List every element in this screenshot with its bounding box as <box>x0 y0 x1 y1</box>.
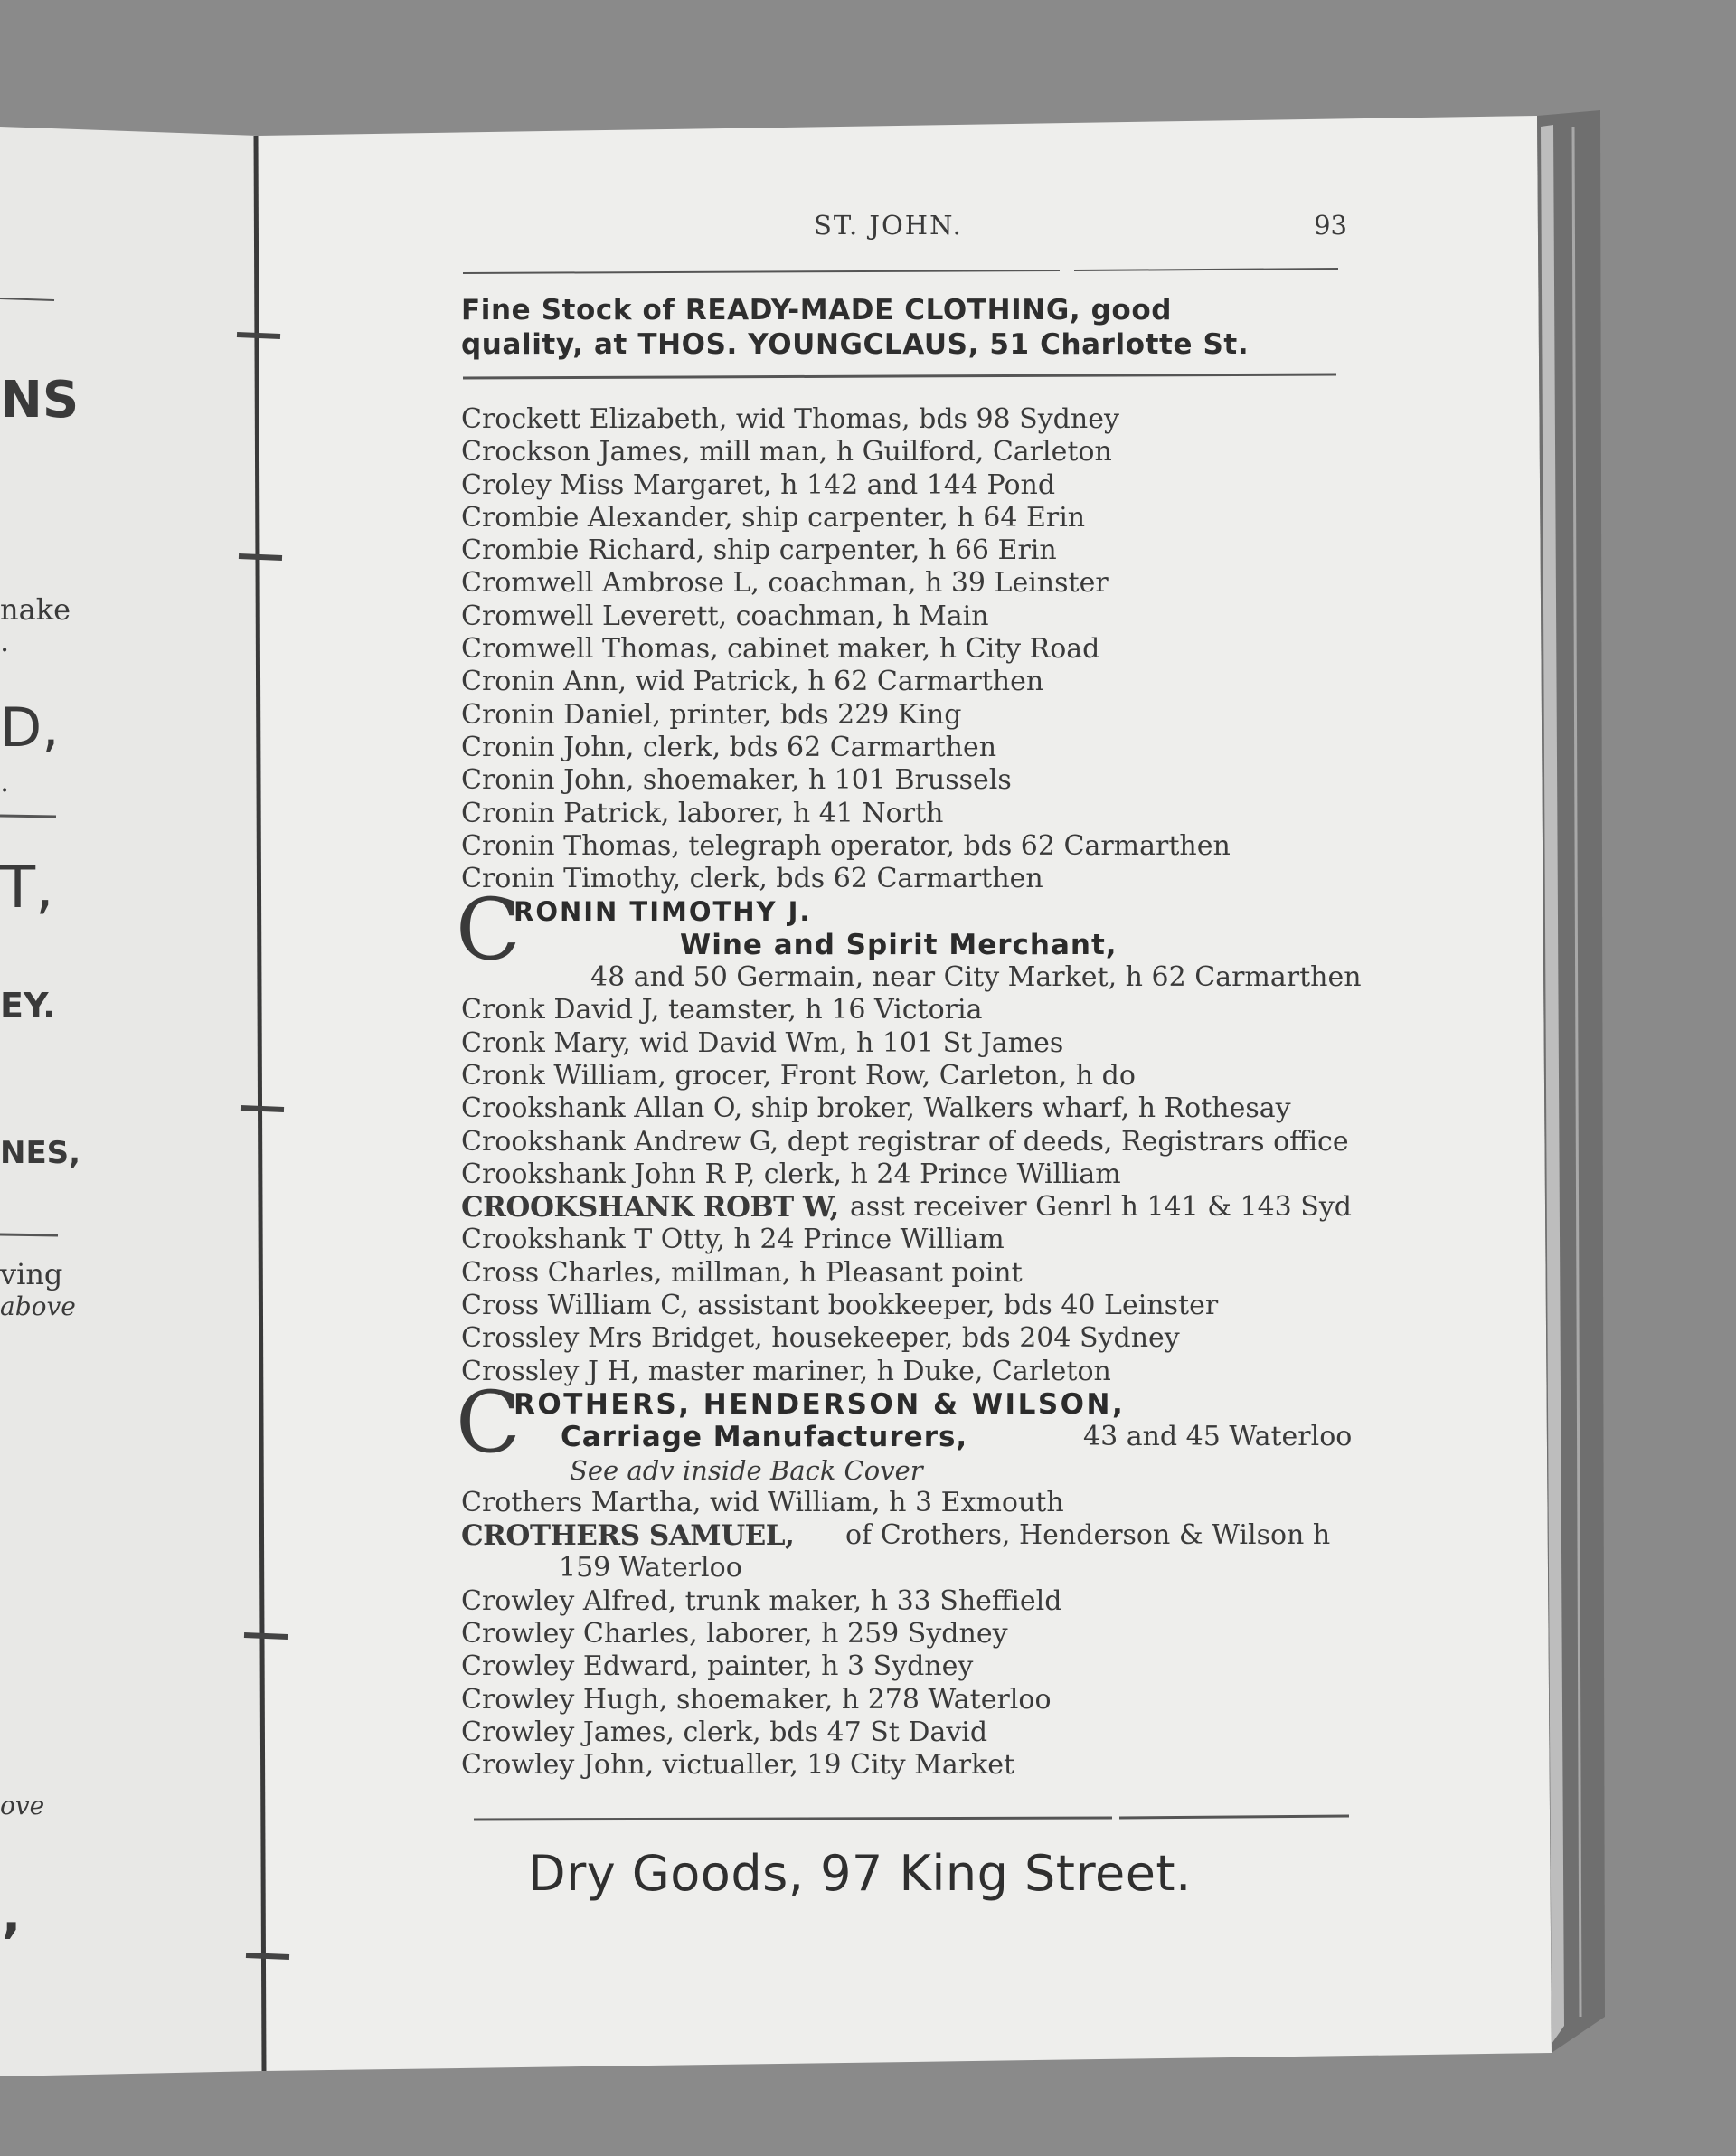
entry <box>461 1356 1352 1388</box>
entry <box>461 567 1352 600</box>
entry-text: Crowley Charles, laborer, h 259 Sydney <box>461 1617 1008 1650</box>
entry <box>461 1585 1352 1618</box>
listing-business-row <box>461 1421 1352 1453</box>
entry-text: Crothers Martha, wid William, h 3 Exmouth <box>461 1486 1064 1518</box>
entry <box>461 994 1352 1026</box>
left-fragment-above: above <box>0 1291 76 1321</box>
page-number: 93 <box>1314 210 1347 241</box>
entry-text: Cronk David J, teamster, h 16 Victoria <box>461 994 983 1026</box>
entry <box>461 403 1352 436</box>
dropcap: C <box>456 1373 521 1472</box>
entry-bold-name: CROOKSHANK ROBT W, <box>461 1191 839 1225</box>
entry-text: Crookshank T Otty, h 24 Prince William <box>461 1224 1005 1256</box>
dropcap: C <box>456 881 521 980</box>
entry-text: 159 Waterloo <box>559 1552 742 1584</box>
entry-text: Cronin John, clerk, bds 62 Carmarthen <box>461 731 997 763</box>
listing-name: ROTHERS, HENDERSON & WILSON, <box>514 1387 1126 1421</box>
entry-text: Crockson James, mill man, h Guilford, Carleton <box>461 436 1112 468</box>
entry <box>461 1027 1352 1060</box>
entry-text: Cronin Timothy, clerk, bds 62 Carmarthen <box>461 863 1043 895</box>
entry-text: Crookshank John R P, clerk, h 24 Prince William <box>461 1158 1121 1190</box>
entry-text: Crowley Hugh, shoemaker, h 278 Waterloo <box>461 1683 1052 1716</box>
entry <box>461 732 1352 764</box>
entry <box>461 1290 1352 1322</box>
listing-business: Wine and Spirit Merchant, <box>680 928 1118 961</box>
listing-address: 43 and 45 Waterloo <box>1083 1421 1353 1453</box>
entry-text: Crookshank Andrew G, dept registrar of deeds, Registrars office <box>461 1125 1349 1158</box>
entry <box>461 1092 1352 1125</box>
entry-text: Crombie Alexander, ship carpenter, h 64 Erin <box>461 501 1086 534</box>
directory-entries <box>456 403 1362 1782</box>
page-header <box>814 210 1347 246</box>
entry-text: Cronin Ann, wid Patrick, h 62 Carmarthen <box>461 666 1044 698</box>
entry-text: Cromwell Leverett, coachman, h Main <box>461 600 989 632</box>
entry <box>461 798 1352 830</box>
entry-text: asst receiver Genrl h 141 & 143 Syd <box>850 1191 1352 1224</box>
entry-text: Crockett Elizabeth, wid Thomas, bds 98 Sydney <box>461 403 1119 435</box>
entry <box>461 830 1352 863</box>
entry-text: Cronin Daniel, printer, bds 229 King <box>461 698 962 731</box>
entry-continuation <box>461 1552 1352 1584</box>
entry-text: Crowley James, clerk, bds 47 St David <box>461 1716 988 1748</box>
entry <box>461 1716 1352 1749</box>
entry-bold-name: CROTHERS SAMUEL, <box>461 1519 795 1553</box>
listing-note-row <box>461 1454 1352 1487</box>
bottom-advertisement: Dry Goods, 97 King Street. <box>528 1845 1192 1902</box>
entry-text: Cronk William, grocer, Front Row, Carleton, h do <box>461 1059 1136 1092</box>
ad-top-line-1: Fine Stock of READY-MADE CLOTHING, good <box>461 294 1173 326</box>
entry-text: Cronin Thomas, telegraph operator, bds 62 Carmarthen <box>461 829 1231 862</box>
entry-text: Crowley John, victualler, 19 City Market <box>461 1749 1015 1782</box>
entry <box>461 1257 1352 1290</box>
entry-crothers-samuel <box>461 1519 1352 1552</box>
entry <box>461 1487 1352 1519</box>
entry <box>461 1322 1352 1355</box>
entry-crookshank-robt <box>461 1191 1352 1224</box>
entry <box>461 1224 1352 1256</box>
entry <box>461 1618 1352 1650</box>
left-fragment-ns: NS <box>0 371 80 430</box>
left-fragment-dot1: . <box>0 624 10 658</box>
entry-text: Cromwell Ambrose L, coachman, h 39 Leinster <box>461 567 1109 600</box>
entry <box>461 1126 1352 1158</box>
entry <box>461 469 1352 502</box>
listing-note: See adv inside Back Cover <box>570 1454 923 1486</box>
running-head: ST. JOHN. <box>814 210 963 241</box>
entry-text: Cronin Patrick, laborer, h 41 North <box>461 797 944 829</box>
entry <box>461 1749 1352 1782</box>
listing-address: 48 and 50 Germain, near City Market, h 62 Carmarthen <box>590 961 1362 994</box>
entry-text: Cross William C, assistant bookkeeper, bds 40 Leinster <box>461 1290 1219 1322</box>
top-advertisement <box>461 293 1347 362</box>
entry <box>461 600 1352 633</box>
left-fragment-t: T, <box>0 855 54 922</box>
entry <box>461 1650 1352 1683</box>
entry-text: Croley Miss Margaret, h 142 and 144 Pond <box>461 468 1056 501</box>
entry <box>461 863 1352 895</box>
entry-text: Crowley Edward, painter, h 3 Sydney <box>461 1650 974 1683</box>
entry-text: Cross Charles, millman, h Pleasant point <box>461 1256 1023 1289</box>
entry <box>461 699 1352 732</box>
entry <box>461 436 1352 468</box>
entry <box>461 534 1352 567</box>
entry <box>461 666 1352 698</box>
entry-text: Crossley J H, master mariner, h Duke, Carleton <box>461 1355 1111 1387</box>
left-fragment-dot2: . <box>0 764 10 799</box>
entry <box>461 633 1352 666</box>
entry-text: Crowley Alfred, trunk maker, h 33 Sheffield <box>461 1584 1062 1617</box>
entry-text: Cromwell Thomas, cabinet maker, h City Road <box>461 633 1100 666</box>
left-fragment-nes: NES, <box>0 1135 81 1171</box>
listing-address-row <box>461 961 1362 994</box>
left-fragment-d: D, <box>0 696 60 760</box>
left-fragment-ey: EY. <box>0 986 56 1026</box>
entry <box>461 502 1352 534</box>
entry <box>461 1158 1352 1191</box>
entry-text: Crombie Richard, ship carpenter, h 66 Erin <box>461 534 1057 567</box>
entry-text: Crossley Mrs Bridget, housekeeper, bds 204 Sydney <box>461 1322 1180 1355</box>
entry-text: of Crothers, Henderson & Wilson h <box>845 1519 1331 1552</box>
entry-text: Crookshank Allan O, ship broker, Walkers wharf, h Rothesay <box>461 1092 1291 1125</box>
listing-name: RONIN TIMOTHY J. <box>514 896 812 928</box>
entry <box>461 764 1352 797</box>
listing-business-row <box>461 929 1352 961</box>
left-fragment-ving: ving <box>0 1257 63 1291</box>
left-fragment-nake: nake <box>0 592 71 627</box>
ad-top-line-2: quality, at THOS. YOUNGCLAUS, 51 Charlotte St. <box>461 328 1250 361</box>
entry <box>461 1060 1352 1092</box>
entry-text: Cronin John, shoemaker, h 101 Brussels <box>461 764 1012 797</box>
left-fragment-ove: ove <box>0 1791 45 1820</box>
entry <box>461 1684 1352 1716</box>
listing-business: Carriage Manufacturers, <box>561 1421 968 1454</box>
entry-text: Cronk Mary, wid David Wm, h 101 St James <box>461 1026 1064 1059</box>
left-fragment-comma: , <box>2 1886 22 1944</box>
